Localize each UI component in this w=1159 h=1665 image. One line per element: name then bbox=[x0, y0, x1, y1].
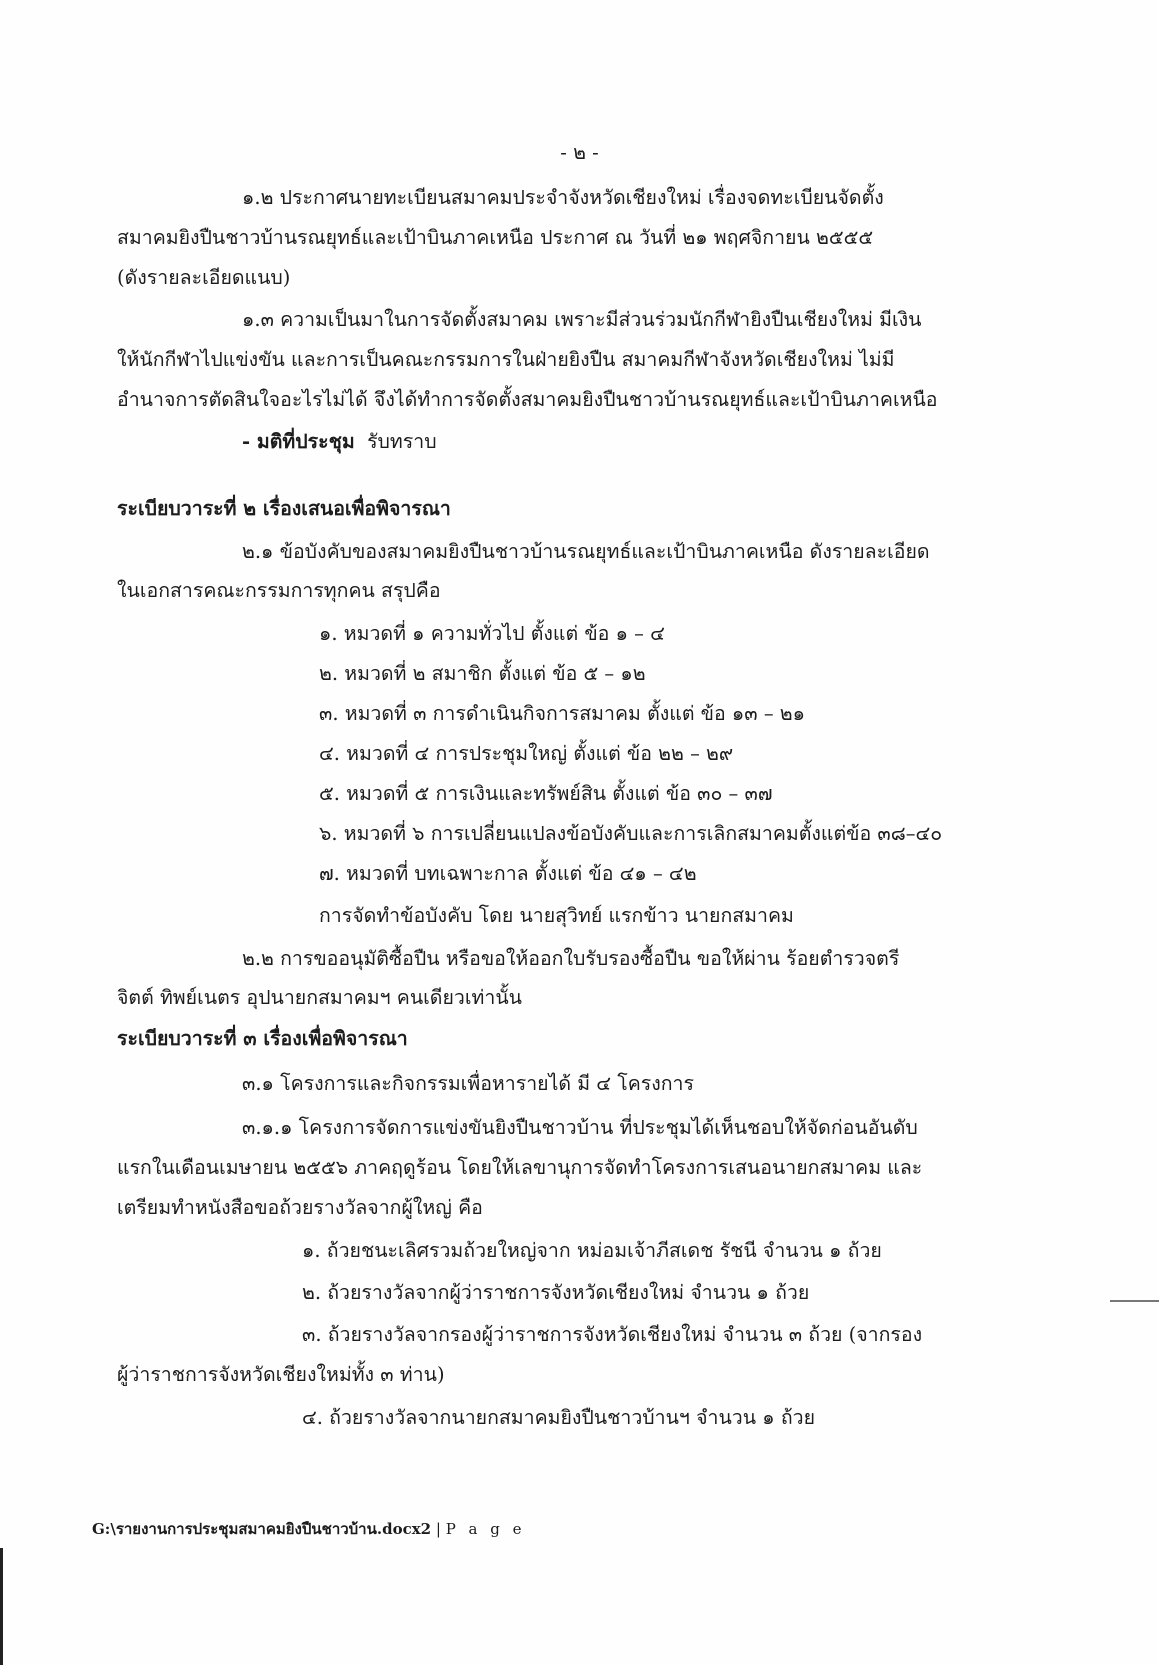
trophy-item: ๓. ถ้วยรางวัลจากรองผู้ว่าราชการจังหวัดเชียงใหม่ จำนวน ๓ ถ้วย (จากรอง bbox=[302, 1323, 923, 1346]
para-3-1-1-line-3: เตรียมทำหนังสือขอถ้วยรางวัลจากผู้ใหญ่ คือ bbox=[117, 1196, 483, 1219]
agenda-2-heading: ระเบียบวาระที่ ๒ เรื่องเสนอเพื่อพิจารณา bbox=[117, 497, 451, 520]
resolution-line bbox=[242, 429, 437, 455]
para-1-2-line-2: สมาคมยิงปืนชาวบ้านรณยุทธ์และเป้าบินภาคเหนือ ประกาศ ณ วันที่ ๒๑ พฤศจิกายน ๒๕๕๕ bbox=[117, 226, 874, 249]
scan-edge-mark bbox=[1110, 1300, 1159, 1302]
chapter-item: ๗. หมวดที่ บทเฉพาะกาล ตั้งแต่ ข้อ ๔๑ – ๔๒ bbox=[319, 862, 697, 885]
para-2-2-line-2: จิตต์ ทิพย์เนตร อุปนายกสมาคมฯ คนเดียวเท่านั้น bbox=[117, 986, 522, 1009]
trophy-item: ๔. ถ้วยรางวัลจากนายกสมาคมยิงปืนชาวบ้านฯ จำนวน ๑ ถ้วย bbox=[302, 1406, 816, 1429]
scan-edge-mark bbox=[0, 1548, 3, 1665]
footer-page-word: P a g e bbox=[445, 1520, 526, 1538]
para-3-1: ๓.๑ โครงการและกิจกรรมเพื่อหารายได้ มี ๔ โครงการ bbox=[242, 1072, 694, 1095]
para-2-1-line-2: ในเอกสารคณะกรรมการทุกคน สรุปคือ bbox=[117, 579, 441, 602]
para-1-2-line-3: (ดังรายละเอียดแนบ) bbox=[117, 266, 291, 289]
chapter-item: ๒. หมวดที่ ๒ สมาชิก ตั้งแต่ ข้อ ๕ – ๑๒ bbox=[319, 662, 646, 685]
footer-file-path: G:\รายงานการประชุมสมาคมยิงปืนชาวบ้าน.docx2 bbox=[92, 1520, 432, 1538]
para-1-3-line-2: ให้นักกีฬาไปแข่งขัน และการเป็นคณะกรรมการในฝ่ายยิงปืน สมาคมกีฬาจังหวัดเชียงใหม่ ไม่มี bbox=[117, 348, 895, 371]
agenda-3-heading: ระเบียบวาระที่ ๓ เรื่องเพื่อพิจารณา bbox=[117, 1027, 408, 1050]
para-1-3-line-3: อำนาจการตัดสินใจอะไรไม่ได้ จึงได้ทำการจัดตั้งสมาคมยิงปืนชาวบ้านรณยุทธ์และเป้าบินภาคเหนือ bbox=[117, 388, 938, 411]
page-number: - ๒ - bbox=[560, 141, 599, 164]
page-footer bbox=[92, 1516, 526, 1542]
para-2-2-line-1: ๒.๒ การขออนุมัติซื้อปืน หรือขอให้ออกใบรับรองซื้อปืน ขอให้ผ่าน ร้อยตำรวจตรี bbox=[242, 947, 900, 970]
chapter-item: ๔. หมวดที่ ๔ การประชุมใหญ่ ตั้งแต่ ข้อ ๒๒ – ๒๙ bbox=[319, 742, 734, 765]
footer-separator: | bbox=[431, 1520, 446, 1538]
chapter-item: ๓. หมวดที่ ๓ การดำเนินกิจการสมาคม ตั้งแต่ ข้อ ๑๓ – ๒๑ bbox=[319, 702, 806, 725]
resolution-value: รับทราบ bbox=[367, 430, 437, 453]
resolution-label: - มติที่ประชุม bbox=[242, 430, 355, 453]
drafted-by: การจัดทำข้อบังคับ โดย นายสุวิทย์ แรกข้าว นายกสมาคม bbox=[319, 904, 794, 927]
para-3-1-1-line-1: ๓.๑.๑ โครงการจัดการแข่งขันยิงปืนชาวบ้าน ที่ประชุมได้เห็นชอบให้จัดก่อนอันดับ bbox=[242, 1116, 918, 1139]
para-1-3-line-1: ๑.๓ ความเป็นมาในการจัดตั้งสมาคม เพราะมีส่วนร่วมนักกีฬายิงปืนเชียงใหม่ มีเงิน bbox=[242, 308, 922, 331]
para-1-2-line-1: ๑.๒ ประกาศนายทะเบียนสมาคมประจำจังหวัดเชียงใหม่ เรื่องจดทะเบียนจัดตั้ง bbox=[242, 186, 884, 209]
chapter-item: ๑. หมวดที่ ๑ ความทั่วไป ตั้งแต่ ข้อ ๑ – ๔ bbox=[319, 622, 665, 645]
para-3-1-1-line-2: แรกในเดือนเมษายน ๒๕๕๖ ภาคฤดูร้อน โดยให้เลขานุการจัดทำโครงการเสนอนายกสมาคม และ bbox=[117, 1156, 923, 1179]
trophy-item: ๒. ถ้วยรางวัลจากผู้ว่าราชการจังหวัดเชียงใหม่ จำนวน ๑ ถ้วย bbox=[302, 1281, 810, 1304]
trophy-item-continued: ผู้ว่าราชการจังหวัดเชียงใหม่ทั้ง ๓ ท่าน) bbox=[117, 1363, 445, 1386]
chapter-item: ๖. หมวดที่ ๖ การเปลี่ยนแปลงข้อบังคับและการเลิกสมาคมตั้งแต่ข้อ ๓๘–๔๐ bbox=[319, 822, 943, 845]
chapter-item: ๕. หมวดที่ ๕ การเงินและทรัพย์สิน ตั้งแต่ ข้อ ๓๐ – ๓๗ bbox=[319, 782, 773, 805]
para-2-1-line-1: ๒.๑ ข้อบังคับของสมาคมยิงปืนชาวบ้านรณยุทธ์และเป้าบินภาคเหนือ ดังรายละเอียด bbox=[242, 540, 930, 563]
trophy-item: ๑. ถ้วยชนะเลิศรวมถ้วยใหญ่จาก หม่อมเจ้าภีสเดช รัชนี จำนวน ๑ ถ้วย bbox=[302, 1239, 882, 1262]
